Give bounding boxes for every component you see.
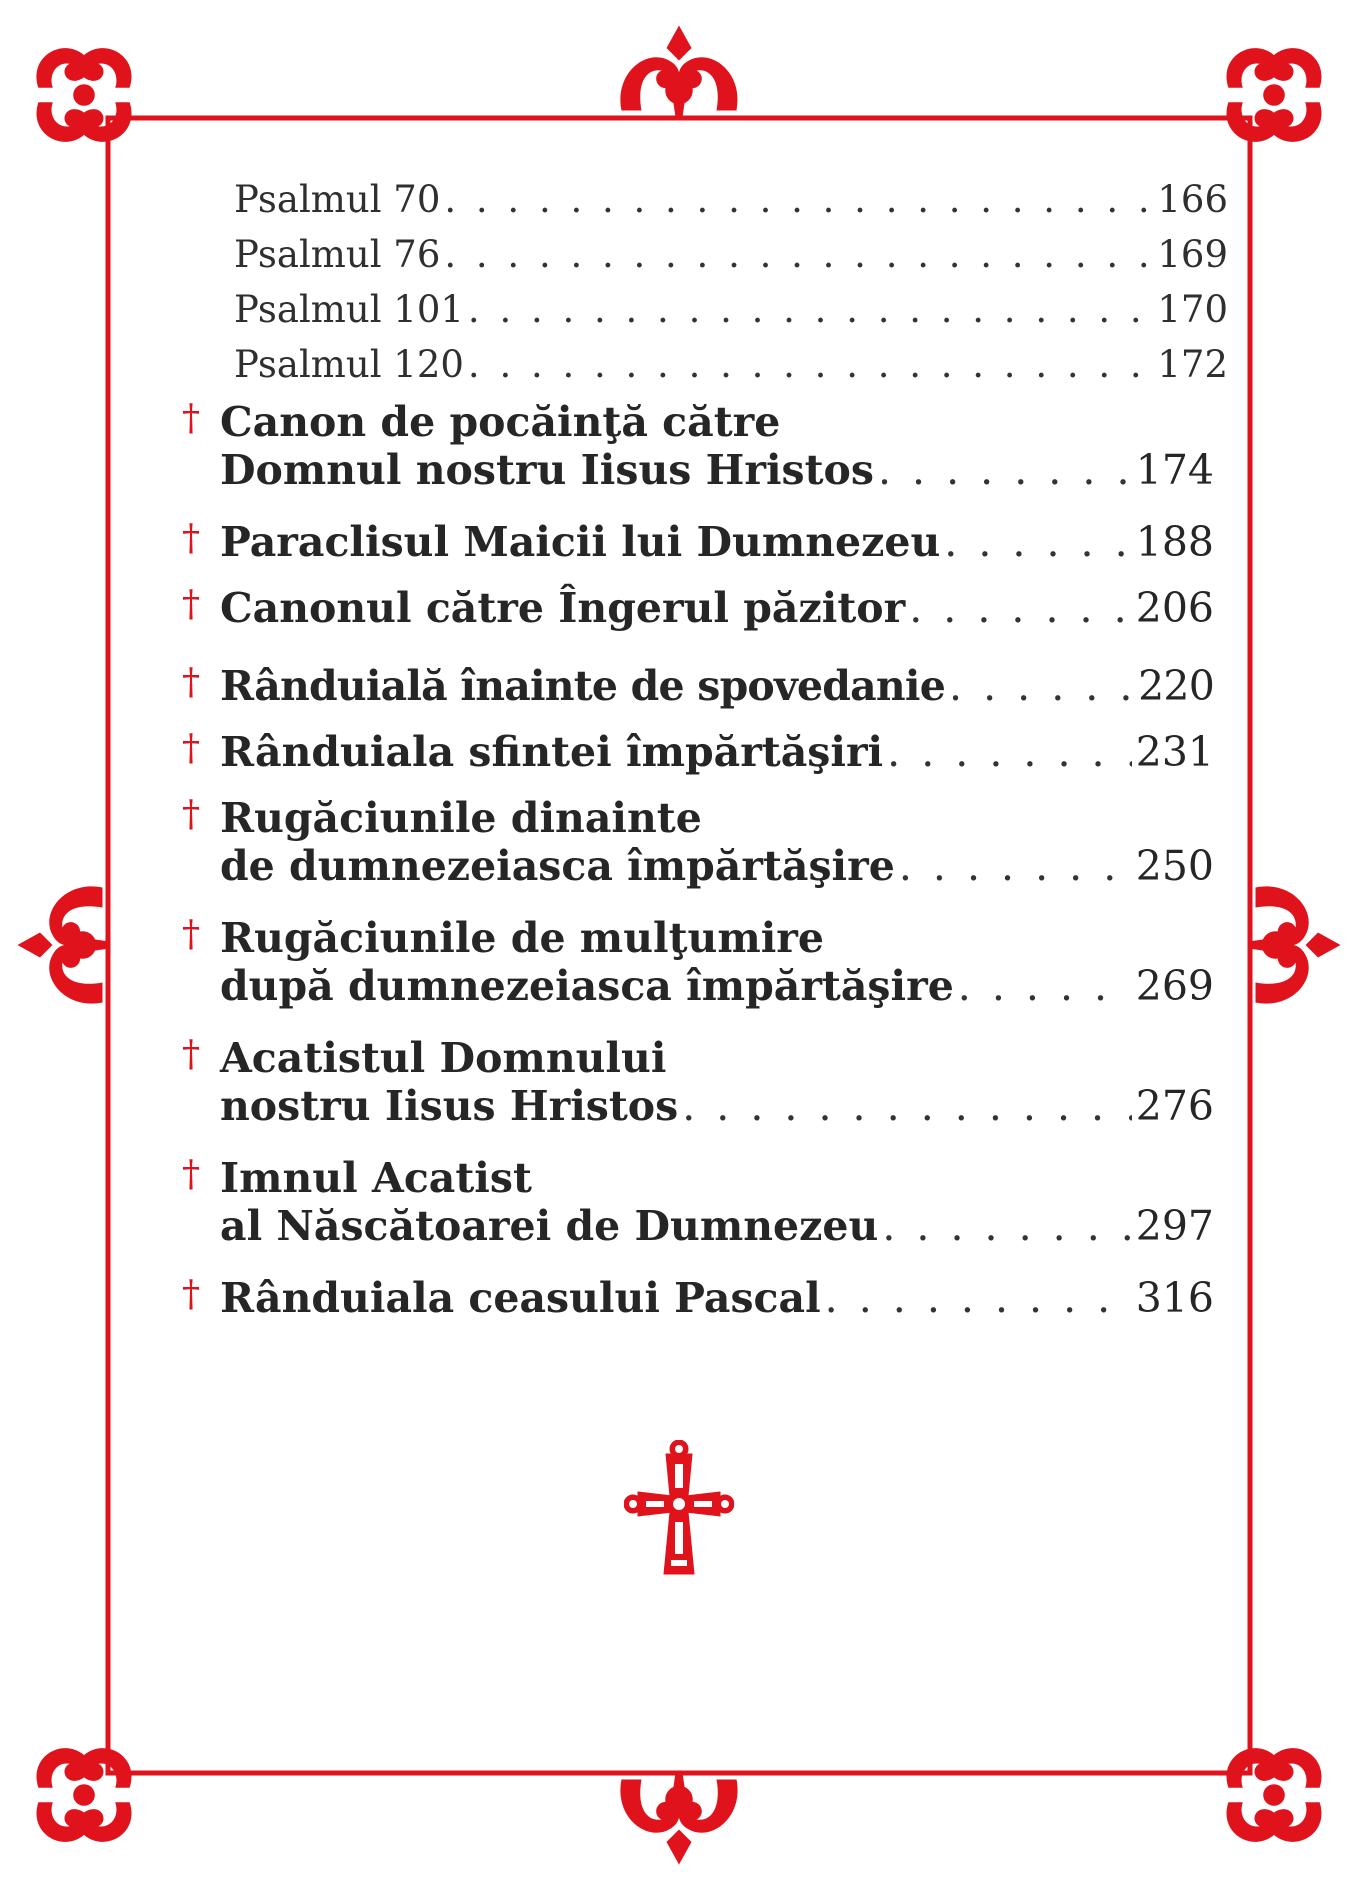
leader-dots: [468, 343, 1153, 386]
toc-page-number: 250: [1135, 842, 1214, 890]
toc-entry-paraclis[interactable]: [180, 518, 1214, 566]
toc-page-number: 172: [1157, 343, 1228, 386]
leader-dots: [468, 288, 1153, 331]
dagger-cross-icon: †: [182, 584, 200, 625]
toc-entry-title: Canon de pocăinţă către: [220, 398, 781, 446]
toc-entry-title: Imnul Acatist: [220, 1154, 532, 1202]
toc-psalm-76[interactable]: [180, 233, 1228, 276]
dagger-cross-icon: †: [182, 914, 200, 955]
dagger-cross-icon: †: [182, 1034, 200, 1075]
toc-entry-title-cont: de dumnezeiasca împărtăşire: [220, 842, 895, 890]
toc-entry-title: Canonul către Îngerul păzitor: [220, 584, 906, 632]
dagger-cross-icon: †: [182, 1154, 200, 1195]
toc-page-number: 220: [1138, 662, 1214, 710]
leader-dots: [444, 233, 1153, 276]
toc-page-number: 297: [1135, 1202, 1214, 1250]
toc-entry-title-cont: după dumnezeiasca împărtăşire: [220, 962, 954, 1010]
toc-page-number: 316: [1135, 1274, 1214, 1322]
leader-dots: [444, 178, 1153, 221]
toc-entry-title-cont: Domnul nostru Iisus Hristos: [220, 446, 874, 494]
leader-dots: [944, 518, 1131, 566]
leader-dots: [899, 842, 1132, 890]
top-ornament-icon: [620, 26, 737, 116]
leader-dots: [887, 728, 1132, 776]
toc-entry-title-cont: nostru Iisus Hristos: [220, 1082, 679, 1130]
toc-page-number: 174: [1135, 446, 1214, 494]
corner-ornament-icon: [1226, 1748, 1321, 1842]
toc-entry-title: Acatistul Domnului: [220, 1034, 667, 1082]
toc-entry-title: Psalmul 101: [234, 288, 464, 331]
toc-page-number: 206: [1135, 584, 1214, 632]
toc-entry-rugaciuni-dinainte[interactable]: [180, 794, 1214, 890]
toc-entry-rugaciuni-multumire[interactable]: [180, 914, 1214, 1010]
toc-page-number: 169: [1157, 233, 1228, 276]
toc-entry-title: Psalmul 70: [234, 178, 441, 221]
dagger-cross-icon: †: [182, 1274, 200, 1315]
leader-dots: [958, 962, 1132, 1010]
toc-entry-acatistul-domnului[interactable]: [180, 1034, 1214, 1130]
toc-page-number: 276: [1135, 1082, 1214, 1130]
left-ornament-icon: [18, 886, 108, 1003]
leader-dots: [882, 1202, 1131, 1250]
toc-entry-title: Rânduiala sfintei împărtăşiri: [220, 728, 884, 776]
toc-entry-canon-pocainta[interactable]: [180, 398, 1214, 494]
toc-psalm-120[interactable]: [180, 343, 1228, 386]
leader-dots: [878, 446, 1132, 494]
corner-ornament-icon: [1226, 48, 1321, 142]
toc-entry-title: Psalmul 76: [234, 233, 441, 276]
dagger-cross-icon: †: [182, 518, 200, 559]
corner-ornament-icon: [36, 1748, 131, 1842]
bottom-ornament-icon: [620, 1775, 737, 1865]
toc-page-number: 231: [1135, 728, 1214, 776]
toc-entry-title: Psalmul 120: [234, 343, 464, 386]
right-ornament-icon: [1251, 886, 1341, 1003]
dagger-cross-icon: †: [182, 728, 200, 769]
dagger-cross-icon: †: [182, 662, 200, 703]
toc-entry-title: Paraclisul Maicii lui Dumnezeu: [220, 518, 941, 566]
toc-entry-title: Rânduiala ceasului Pascal: [220, 1274, 821, 1322]
toc-entry-title: Rugăciunile de mulţumire: [220, 914, 824, 962]
toc-entry-ceasul-pascal[interactable]: [180, 1274, 1214, 1322]
leader-dots: [949, 662, 1134, 710]
corner-ornament-icon: [36, 48, 131, 142]
toc-psalm-101[interactable]: [180, 288, 1228, 331]
leader-dots: [909, 584, 1132, 632]
toc-entry-title-cont: al Născătoarei de Dumnezeu: [220, 1202, 879, 1250]
toc-psalm-70[interactable]: [180, 178, 1228, 221]
toc-page-number: 188: [1135, 518, 1214, 566]
toc-entry-imnul-acatist[interactable]: [180, 1154, 1214, 1250]
toc-entry-canon-inger[interactable]: [180, 584, 1214, 632]
dagger-cross-icon: †: [182, 794, 200, 835]
toc-page-number: 269: [1135, 962, 1214, 1010]
toc-page-number: 166: [1157, 178, 1228, 221]
dagger-cross-icon: †: [182, 398, 200, 439]
toc-entry-spovedanie[interactable]: [180, 662, 1214, 710]
toc-entry-title: Rugăciunile dinainte: [220, 794, 702, 842]
toc-page-number: 170: [1157, 288, 1228, 331]
ornamental-cross-icon: [624, 1440, 734, 1580]
toc-entry-title: Rânduială înainte de spovedanie: [220, 662, 945, 710]
leader-dots: [825, 1274, 1132, 1322]
leader-dots: [682, 1082, 1132, 1130]
toc-entry-impartasiri[interactable]: [180, 728, 1214, 776]
